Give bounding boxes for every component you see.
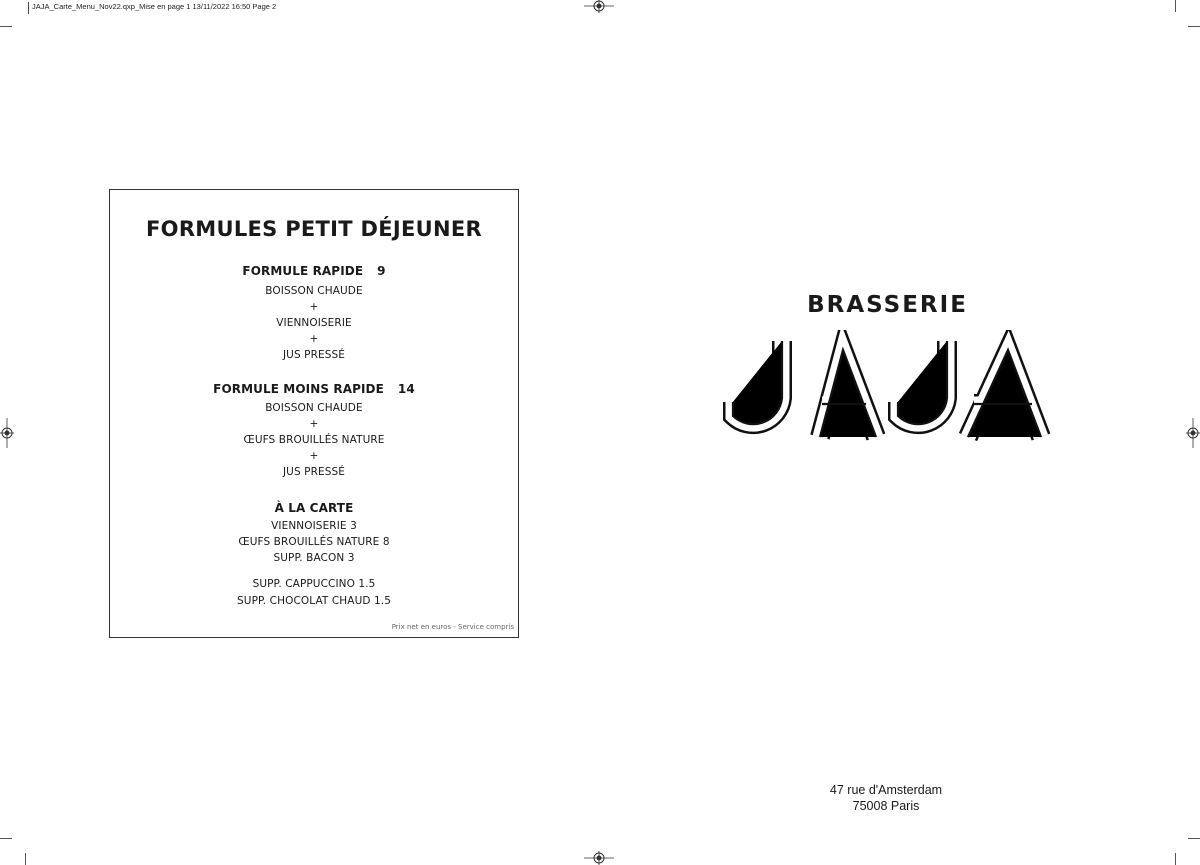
registration-mark-icon [584,851,614,865]
section-heading-formule-rapide [110,264,518,278]
crop-mark [1188,838,1200,839]
brand-subtitle: BRASSERIE [807,292,968,318]
menu-item: ŒUFS BROUILLÉS NATURE 8 [238,536,390,548]
crop-mark [1188,26,1200,27]
section-name: FORMULE MOINS RAPIDE [213,382,384,396]
section-price: 14 [397,382,415,396]
crop-mark [1175,0,1176,12]
print-slug: JAJA_Carte_Menu_Nov22.qxp_Mise en page 1 13/11/2022 16:50 Page 2 [28,2,276,14]
registration-mark-icon [584,0,614,13]
menu-item: + [309,333,319,345]
menu-item: VIENNOISERIE [276,317,352,329]
menu-item: JUS PRESSÉ [282,349,345,361]
crop-mark [25,853,26,865]
menu-item: BOISSON CHAUDE [265,285,363,297]
section-name: FORMULE RAPIDE [242,264,364,278]
menu-item: VIENNOISERIE 3 [271,520,357,532]
menu-item: + [309,418,319,430]
menu-item: SUPP. BACON 3 [273,552,355,564]
address [786,782,986,814]
menu-item: SUPP. CHOCOLAT CHAUD 1.5 [237,595,391,607]
menu-title: FORMULES PETIT DÉJEUNER [146,217,482,241]
crop-mark [0,26,12,27]
footnote: Prix net en euros - Service compris [391,623,514,631]
menu-item: ŒUFS BROUILLÉS NATURE [243,434,385,446]
section-heading-a-la-carte: À LA CARTE [274,501,354,515]
menu-item: + [309,450,319,462]
jaja-logo [700,330,1070,450]
menu-item: BOISSON CHAUDE [265,402,363,414]
address-city: 75008 Paris [852,799,920,813]
crop-mark [1175,853,1176,865]
breakfast-menu [109,189,519,638]
menu-item: SUPP. CAPPUCCINO 1.5 [252,578,376,590]
menu-item: JUS PRESSÉ [282,466,345,478]
address-street: 47 rue d'Amsterdam [829,783,943,797]
menu-item: + [309,301,319,313]
registration-mark-icon [1186,418,1200,448]
crop-mark [0,838,12,839]
section-heading-formule-moins-rapide [110,382,518,396]
section-price: 9 [377,264,386,278]
registration-mark-icon [0,418,14,448]
